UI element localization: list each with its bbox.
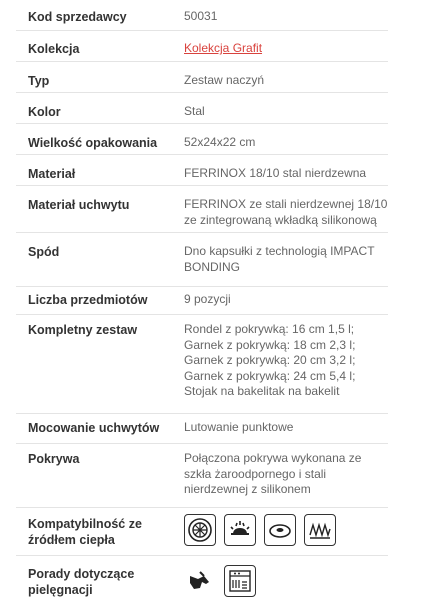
spec-value-line: FERRINOX ze stali nierdzewnej 18/10: [184, 197, 388, 211]
spec-label: Wielkość opakowania: [28, 136, 158, 150]
care-icons: [184, 565, 256, 597]
spec-label: Liczba przedmiotów: [28, 293, 148, 307]
spec-label-line: pielęgnacji: [28, 583, 93, 597]
spec-value: Stal: [184, 104, 205, 118]
dishwasher-icon: [224, 565, 256, 597]
spec-value: Lutowanie punktowe: [184, 420, 294, 434]
spec-row-collection: [16, 30, 388, 62]
spec-label: Spód: [28, 245, 60, 259]
spec-label: Pokrywa: [28, 452, 80, 466]
spec-label-line: Kompatybilność ze: [28, 517, 142, 531]
spec-value: [184, 197, 388, 228]
spec-value-line: nierdzewnej z silikonem: [184, 482, 311, 496]
spec-row-handle-mounting: [16, 413, 388, 444]
halogen-coil-icon: [304, 514, 336, 546]
spec-row-bottom: [16, 232, 388, 287]
spec-label: Kolekcja: [28, 42, 80, 56]
spec-value: Zestaw naczyń: [184, 73, 265, 87]
spec-value-line: Połączona pokrywa wykonana ze: [184, 451, 362, 465]
spec-value-line: Rondel z pokrywką: 16 cm 1,5 l;: [184, 322, 355, 336]
spec-value-line: Stojak na bakelitak na bakelit: [184, 384, 340, 398]
spec-row-heat-source: [16, 507, 388, 556]
spec-value: [184, 322, 388, 400]
spec-value-line: Dno kapsułki z technologią IMPACT: [184, 244, 375, 258]
spec-value-line: szkła żaroodpornego i stali: [184, 466, 327, 481]
spec-row-seller-code: [16, 0, 388, 31]
spec-value-line: BONDING: [184, 259, 241, 274]
spec-label: Kompletny zestaw: [28, 323, 138, 337]
spec-label: [28, 566, 178, 598]
spec-value: 9 pozycji: [184, 292, 231, 306]
heat-source-icons: [184, 514, 336, 546]
spec-label: Typ: [28, 74, 50, 88]
spec-label: Kod sprzedawcy: [28, 10, 127, 24]
spec-label: [28, 516, 178, 548]
electric-plate-icon: [264, 514, 296, 546]
gas-burner-icon: [224, 514, 256, 546]
spec-row-handle-material: [16, 185, 388, 233]
spec-row-lid: [16, 443, 388, 508]
induction-icon: [184, 514, 216, 546]
spec-value-line: ze zintegrowaną wkładką silikonową: [184, 212, 377, 227]
spec-label: Kolor: [28, 105, 61, 119]
spec-value: 50031: [184, 9, 218, 23]
hand-wash-icon: [184, 565, 216, 597]
spec-value-line: Garnek z pokrywką: 20 cm 3,2 l;: [184, 353, 356, 367]
spec-row-package-size: [16, 123, 388, 155]
spec-row-material: [16, 154, 388, 186]
spec-row-item-count: [16, 286, 388, 315]
spec-label-line: źródłem ciepła: [28, 533, 115, 547]
spec-value: [184, 41, 388, 57]
spec-label: Mocowanie uchwytów: [28, 421, 160, 435]
spec-row-type: [16, 61, 388, 93]
spec-value: [184, 451, 388, 498]
spec-value-line: Garnek z pokrywką: 24 cm 5,4 l;: [184, 368, 356, 383]
spec-row-complete-set: [16, 314, 388, 414]
spec-value-line: Garnek z pokrywką: 18 cm 2,3 l;: [184, 337, 356, 352]
spec-label: Materiał uchwytu: [28, 198, 130, 212]
spec-row-color: [16, 92, 388, 124]
collection-link[interactable]: Kolekcja Grafit: [184, 41, 263, 55]
spec-value: 52x24x22 cm: [184, 135, 256, 149]
spec-value: [184, 244, 388, 275]
spec-label-line: Porady dotyczące: [28, 567, 135, 581]
spec-label: Materiał: [28, 167, 76, 181]
spec-row-care: [16, 555, 388, 605]
spec-value: FERRINOX 18/10 stal nierdzewna: [184, 166, 367, 180]
